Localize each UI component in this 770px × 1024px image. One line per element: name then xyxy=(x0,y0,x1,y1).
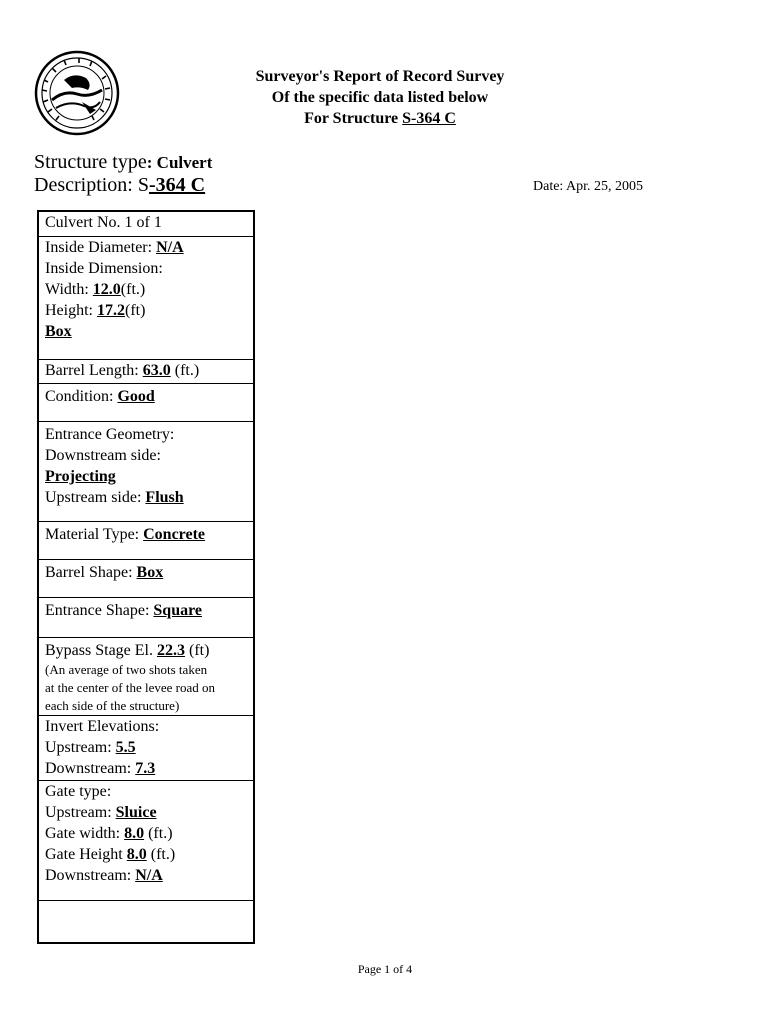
inside-diameter xyxy=(45,237,253,258)
bypass-note-line-2: at the center of the levee road on xyxy=(45,680,215,695)
empty-cell xyxy=(39,900,253,942)
gate-upstream xyxy=(45,802,253,823)
bypass-stage-label: Bypass Stage El. xyxy=(45,642,157,659)
invert-upstream-value: 5.5 xyxy=(115,739,136,756)
culvert-number: Culvert No. 1 of 1 xyxy=(45,214,162,231)
bypass-stage-value: 22.3 xyxy=(157,642,185,659)
downstream-side-value: Projecting xyxy=(45,468,116,485)
gate-downstream-label: Downstream: xyxy=(45,867,136,884)
entrance-geometry-label: Entrance Geometry: xyxy=(45,426,175,443)
entrance-shape-label: Entrance Shape: xyxy=(45,602,154,619)
gate-downstream xyxy=(45,865,253,886)
gate-width-label: Gate width: xyxy=(45,825,125,842)
condition-label: Condition: xyxy=(45,388,118,405)
downstream-side xyxy=(45,466,253,487)
culvert-shape-value: Box xyxy=(45,323,72,340)
inside-diameter-value: N/A xyxy=(156,239,184,256)
barrel-length-label: Barrel Length: xyxy=(45,362,143,379)
gate-height-value: 8.0 xyxy=(126,846,147,863)
width-label: Width: xyxy=(45,281,93,298)
condition-cell xyxy=(39,383,253,421)
invert-downstream xyxy=(45,758,253,779)
gate-upstream-value: Sluice xyxy=(115,804,157,821)
condition xyxy=(45,386,253,407)
gate-width-value: 8.0 xyxy=(124,825,145,842)
bypass-note-line-1: (An average of two shots taken xyxy=(45,662,208,677)
structure-type xyxy=(34,150,212,175)
downstream-side-label: Downstream side: xyxy=(45,447,161,464)
height-value: 17.2 xyxy=(97,302,125,319)
barrel-shape-cell xyxy=(39,559,253,597)
official-seal-icon xyxy=(34,50,120,136)
invert-downstream-label: Downstream: xyxy=(45,760,136,777)
barrel-length-unit: (ft.) xyxy=(170,362,200,379)
invert-upstream-label: Upstream: xyxy=(45,739,116,756)
bypass-stage xyxy=(45,640,253,661)
structure-type-value: : Culvert xyxy=(146,153,213,172)
height xyxy=(45,300,253,321)
header-structure-line xyxy=(190,108,570,129)
inside-diameter-label: Inside Diameter: xyxy=(45,239,157,256)
header-structure-id: S-364 C xyxy=(402,110,456,127)
header-subtitle: Of the specific data listed below xyxy=(271,89,489,106)
page-number: Page 1 of 4 xyxy=(357,962,413,976)
report-header xyxy=(190,66,570,129)
material-type xyxy=(45,524,253,545)
culvert-number-cell xyxy=(39,212,253,236)
invert-elevations-cell xyxy=(39,715,253,780)
barrel-shape xyxy=(45,562,253,583)
culvert-shape xyxy=(45,321,253,342)
invert-downstream-value: 7.3 xyxy=(135,760,156,777)
gate-height xyxy=(45,844,253,865)
entrance-shape-cell xyxy=(39,597,253,637)
structure-type-label: Structure type xyxy=(34,151,147,173)
height-label: Height: xyxy=(45,302,97,319)
entrance-shape-value: Square xyxy=(153,602,203,619)
gate-height-unit: (ft.) xyxy=(146,846,176,863)
width xyxy=(45,279,253,300)
gate-upstream-label: Upstream: xyxy=(45,804,116,821)
culvert-dimensions-cell xyxy=(39,236,253,359)
culvert-data-table xyxy=(37,210,255,944)
inside-dimension-label: Inside Dimension: xyxy=(45,260,163,277)
invert-upstream xyxy=(45,737,253,758)
condition-value: Good xyxy=(117,388,155,405)
description xyxy=(34,173,205,197)
height-unit: (ft) xyxy=(125,302,146,319)
entrance-geometry-cell xyxy=(39,421,253,521)
header-title: Surveyor's Report of Record Survey xyxy=(255,68,505,85)
barrel-shape-value: Box xyxy=(136,564,164,581)
header-structure-prefix: For Structure xyxy=(304,110,403,127)
barrel-shape-label: Barrel Shape: xyxy=(45,564,137,581)
gate-type-label: Gate type: xyxy=(45,783,112,800)
bypass-stage-cell xyxy=(39,637,253,715)
description-value: -364 C xyxy=(149,174,206,196)
upstream-side-value: Flush xyxy=(145,489,184,506)
material-type-label: Material Type: xyxy=(45,526,144,543)
gate-width xyxy=(45,823,253,844)
barrel-length-value: 63.0 xyxy=(142,362,171,379)
barrel-length xyxy=(45,360,253,381)
invert-elevations-label: Invert Elevations: xyxy=(45,718,160,735)
width-unit: (ft.) xyxy=(120,281,146,298)
gate-downstream-value: N/A xyxy=(135,867,163,884)
material-type-cell xyxy=(39,521,253,559)
gate-height-label: Gate Height xyxy=(45,846,127,863)
bypass-stage-unit: (ft) xyxy=(185,642,210,659)
report-date: Date: Apr. 25, 2005 xyxy=(533,179,644,194)
width-value: 12.0 xyxy=(92,281,121,298)
gate-type-cell xyxy=(39,780,253,900)
entrance-shape xyxy=(45,600,253,621)
description-label: Description: S xyxy=(34,174,149,196)
bypass-note-line-3: each side of the structure) xyxy=(45,698,180,713)
gate-width-unit: (ft.) xyxy=(144,825,173,842)
material-type-value: Concrete xyxy=(143,526,206,543)
upstream-side-label: Upstream side: xyxy=(45,489,146,506)
barrel-length-cell xyxy=(39,359,253,383)
upstream-side xyxy=(45,487,253,508)
